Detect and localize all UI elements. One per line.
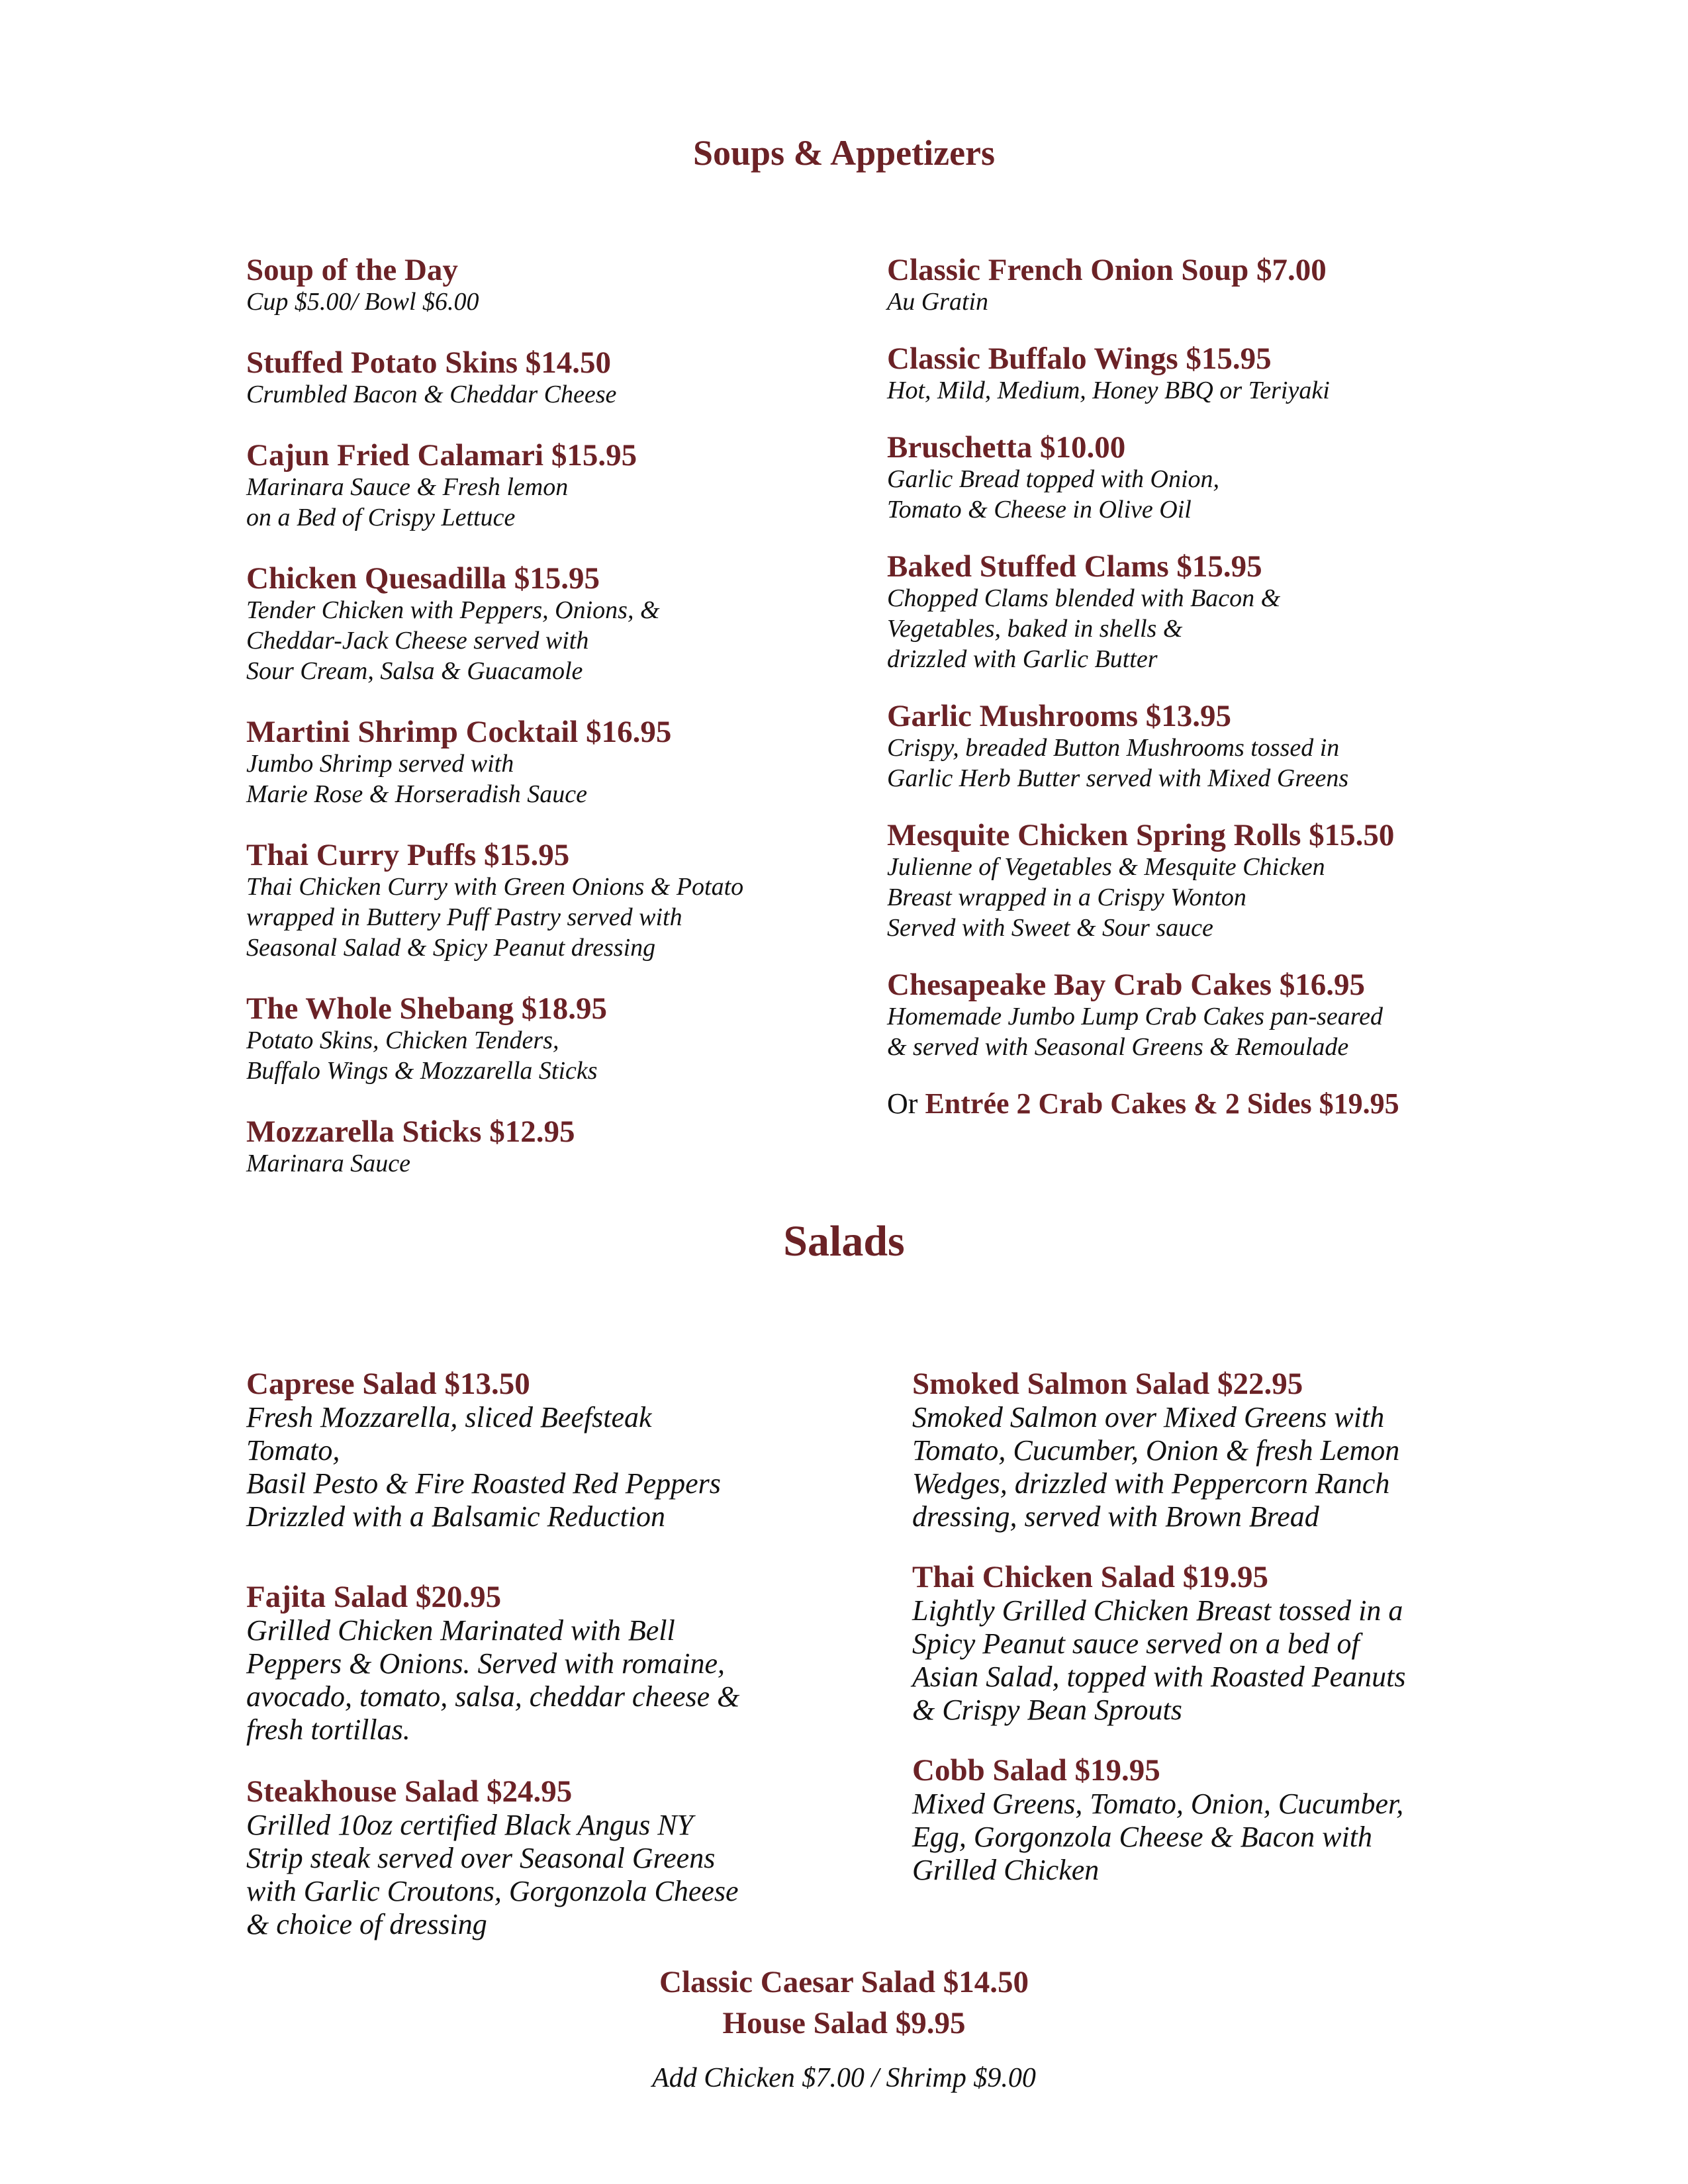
menu-item bbox=[246, 562, 855, 686]
item-description: Julienne of Vegetables & Mesquite Chicken Breast wrapped in a Crispy Wonton Served with Sweet & Sour sauce bbox=[887, 853, 1325, 942]
soups-appetizers-heading: Soups & Appetizers bbox=[692, 133, 996, 173]
menu-item bbox=[912, 1560, 1508, 1727]
menu-item bbox=[246, 1367, 855, 1533]
salads-left-column bbox=[246, 1367, 855, 1941]
item-name: Cajun Fried Calamari $15.95 bbox=[246, 438, 637, 473]
item-name: Baked Stuffed Clams $15.95 bbox=[887, 549, 1262, 584]
house-salad: House Salad $9.95 bbox=[722, 2006, 966, 2040]
item-description: Marinara Sauce & Fresh lemon on a Bed of Crispy Lettuce bbox=[246, 473, 569, 531]
crab-entree-text: Entrée 2 Crab Cakes & 2 Sides $19.95 bbox=[925, 1087, 1399, 1120]
menu-item bbox=[246, 253, 855, 317]
menu-item bbox=[887, 550, 1483, 674]
item-description: Crispy, breaded Button Mushrooms tossed in Garlic Herb Butter served with Mixed Greens bbox=[887, 734, 1349, 792]
item-name: Chesapeake Bay Crab Cakes $16.95 bbox=[887, 968, 1366, 1002]
item-description: Garlic Bread topped with Onion, Tomato & Cheese in Olive Oil bbox=[887, 465, 1220, 523]
crab-entree-option bbox=[887, 1087, 1483, 1120]
item-name: Caprese Salad $13.50 bbox=[246, 1367, 530, 1401]
menu-item bbox=[887, 819, 1483, 943]
item-description: Thai Chicken Curry with Green Onions & Potato wrapped in Buttery Puff Pastry served with Seasonal Salad & Spicy Peanut dressing bbox=[246, 873, 744, 962]
or-label: Or bbox=[887, 1087, 918, 1120]
item-description: Grilled 10oz certified Black Angus NY Strip steak served over Seasonal Greens with Garlic Croutons, Gorgonzola Cheese & choice of dressing bbox=[246, 1809, 739, 1940]
item-description: Homemade Jumbo Lump Crab Cakes pan-seared & served with Seasonal Greens & Remoulade bbox=[887, 1003, 1383, 1061]
item-description: Potato Skins, Chicken Tenders, Buffalo Wings & Mozzarella Sticks bbox=[246, 1026, 598, 1085]
appetizers-right-column bbox=[887, 253, 1483, 1120]
menu-item bbox=[246, 1115, 855, 1179]
item-name: The Whole Shebang $18.95 bbox=[246, 991, 607, 1026]
item-description: Chopped Clams blended with Bacon & Vegetables, baked in shells & drizzled with Garlic Butter bbox=[887, 584, 1281, 673]
menu-item bbox=[887, 342, 1483, 406]
item-name: Steakhouse Salad $24.95 bbox=[246, 1774, 573, 1809]
item-name: Smoked Salmon Salad $22.95 bbox=[912, 1367, 1303, 1401]
item-name: Cobb Salad $19.95 bbox=[912, 1753, 1160, 1788]
menu-item bbox=[246, 1580, 855, 1747]
salad-addons: Add Chicken $7.00 / Shrimp $9.00 bbox=[652, 2063, 1036, 2093]
item-name: Classic Buffalo Wings $15.95 bbox=[887, 341, 1272, 376]
item-name: Chicken Quesadilla $15.95 bbox=[246, 561, 600, 596]
item-description: Jumbo Shrimp served with Marie Rose & Horseradish Sauce bbox=[246, 750, 588, 808]
item-description: Cup $5.00/ Bowl $6.00 bbox=[246, 288, 479, 316]
item-name: Garlic Mushrooms $13.95 bbox=[887, 699, 1232, 733]
menu-item bbox=[246, 346, 855, 410]
item-name: Thai Curry Puffs $15.95 bbox=[246, 838, 570, 872]
item-description: Crumbled Bacon & Cheddar Cheese bbox=[246, 381, 617, 408]
item-description: Marinara Sauce bbox=[246, 1150, 411, 1177]
menu-item bbox=[887, 431, 1483, 525]
item-description: Mixed Greens, Tomato, Onion, Cucumber, Egg, Gorgonzola Cheese & Bacon with Grilled Chicken bbox=[912, 1788, 1404, 1886]
menu-item bbox=[912, 1753, 1508, 1887]
item-description: Grilled Chicken Marinated with Bell Peppers & Onions. Served with romaine, avocado, tomato, salsa, cheddar cheese & fresh tortillas. bbox=[246, 1614, 740, 1746]
menu-item bbox=[887, 968, 1483, 1062]
item-name: Thai Chicken Salad $19.95 bbox=[912, 1560, 1269, 1594]
item-description: Fresh Mozzarella, sliced Beefsteak Tomato, Basil Pesto & Fire Roasted Red Peppers Drizzled with a Balsamic Reduction bbox=[246, 1401, 721, 1533]
item-name: Martini Shrimp Cocktail $16.95 bbox=[246, 715, 672, 749]
menu-item bbox=[246, 839, 855, 963]
item-name: Soup of the Day bbox=[246, 253, 458, 287]
salads-heading: Salads bbox=[783, 1217, 905, 1265]
appetizers-left-column bbox=[246, 253, 855, 1179]
menu-item bbox=[246, 992, 855, 1086]
item-name: Fajita Salad $20.95 bbox=[246, 1580, 502, 1614]
item-name: Stuffed Potato Skins $14.50 bbox=[246, 345, 612, 380]
menu-item bbox=[246, 1774, 855, 1941]
item-description: Lightly Grilled Chicken Breast tossed in a Spicy Peanut sauce served on a bed of Asian Salad, topped with Roasted Peanuts & Crispy Bean Sprouts bbox=[912, 1594, 1406, 1726]
item-description: Smoked Salmon over Mixed Greens with Tomato, Cucumber, Onion & fresh Lemon Wedges, drizzled with Peppercorn Ranch dressing, served with Brown Bread bbox=[912, 1401, 1400, 1533]
item-name: Bruschetta $10.00 bbox=[887, 430, 1126, 465]
item-name: Mozzarella Sticks $12.95 bbox=[246, 1115, 575, 1149]
menu-item bbox=[246, 439, 855, 533]
menu-item bbox=[246, 715, 855, 809]
menu-item bbox=[912, 1367, 1508, 1533]
item-description: Tender Chicken with Peppers, Onions, & Cheddar-Jack Cheese served with Sour Cream, Salsa & Guacamole bbox=[246, 596, 660, 685]
menu-item bbox=[887, 253, 1483, 317]
item-description: Au Gratin bbox=[887, 288, 989, 316]
caesar-salad: Classic Caesar Salad $14.50 bbox=[659, 1965, 1029, 1999]
menu-item bbox=[887, 700, 1483, 794]
salads-right-column bbox=[912, 1367, 1508, 1887]
item-description: Hot, Mild, Medium, Honey BBQ or Teriyaki bbox=[887, 377, 1330, 404]
item-name: Classic French Onion Soup $7.00 bbox=[887, 253, 1327, 287]
item-name: Mesquite Chicken Spring Rolls $15.50 bbox=[887, 818, 1395, 852]
